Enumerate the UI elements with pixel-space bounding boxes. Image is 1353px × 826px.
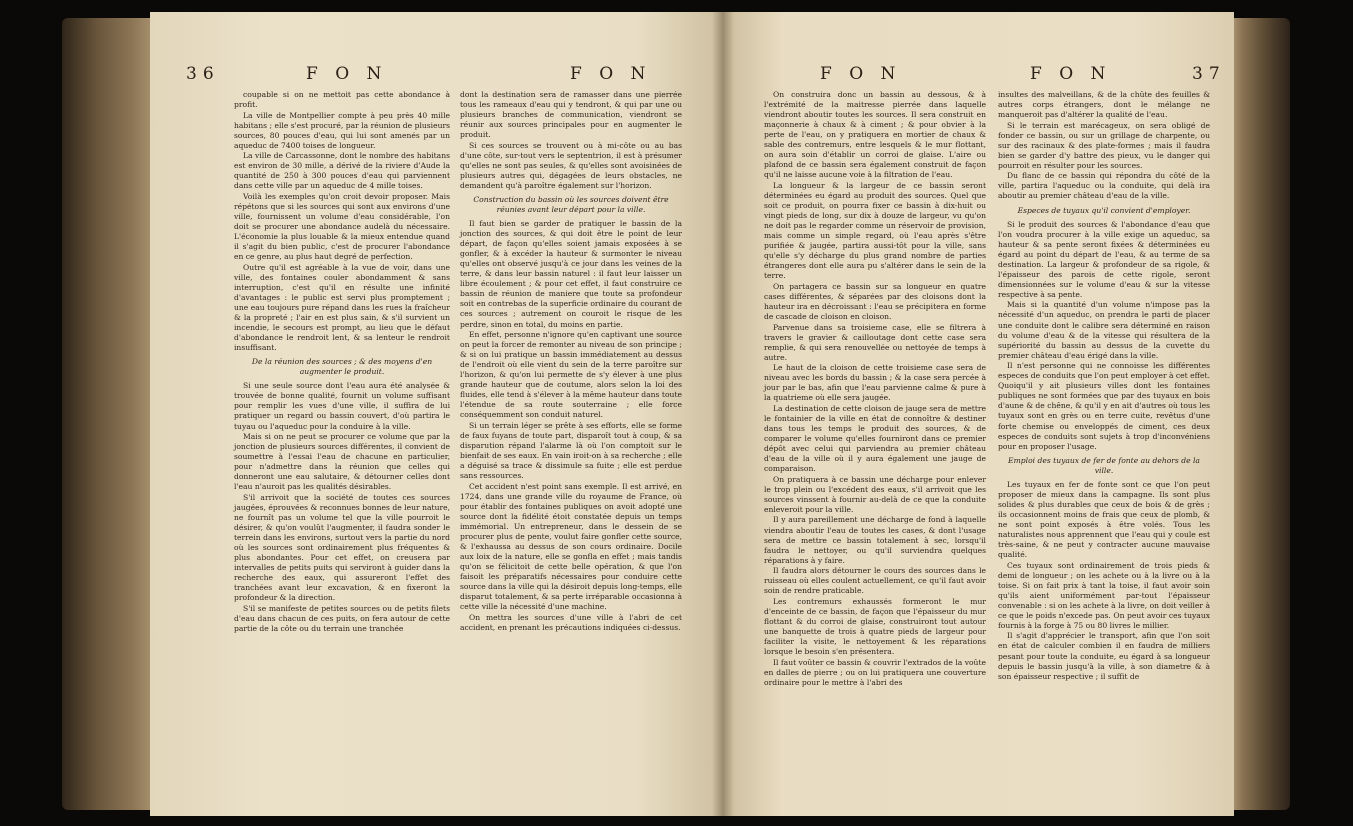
paragraph: Outre qu'il est agréable à la vue de voir, dans une ville, des fontaines couler abondamment & sans interruption, c'est qu'il en résulte une infinité d'avantages : le public est servi plus promptement ; une eau toujours pure répand dans les rues la fraîcheur & la propreté ; l'air en est plus sain, & s'il survient un incendie, le secours est prompt, au lieu que le défaut d'abondance le rendroit lent, & sa lenteur le rendroit insuffisant. xyxy=(234,262,450,353)
paragraph: Ces tuyaux sont ordinairement de trois pieds & demi de longueur ; on les achete ou à la livre ou à la toise. Si on fait prix à tant la toise, il faut avoir soin qu'ils aient uniformément par-tout l'épaisseur convenable : si on les achete à la livre, on doit veiller à ce que le poids n'excede pas. On peut avoir ces tuyaux fournis à la forge à 75 ou 80 livres le millier. xyxy=(998,560,1210,630)
paragraph: Les contremurs exhaussés formeront le mur d'enceinte de ce bassin, de façon que l'épaisseur du mur flottant & du corroi de glaise, construiront tout autour une banquette de trois à quatre pieds de largeur pour faciliter la visite, le nettoyement & les réparations lorsque le besoin s'en présentera. xyxy=(764,596,986,657)
paragraph: S'il arrivoit que la société de toutes ces sources jaugées, éprouvées & reconnues bonnes de leur nature, ne fournît pas un volume tel que la ville pourroit le désirer, & qu'on voulût l'augmenter, il faudra sonder le terrein dans les environs, surtout vers la partie du nord où les sources sont ordinairement plus fréquentes & plus abondantes. Pour cet effet, on creusera par intervalles de petits puits qui serviront à guider dans la recherche des eaux, qui assureront l'effet des tranchées avant leur excavation, & en fixeront la profondeur & la direction. xyxy=(234,492,450,603)
paragraph: Il n'est personne qui ne connoisse les différentes especes de conduits que l'on peut employer à cet effet. Quoiqu'il y ait plusieurs villes dont les fontaines publiques ne sont formées que par des tuyaux en bois d'aune & de chêne, & qu'il y en ait d'autres où tous les tuyaux sont en grès ou en terre cuite, revêtus d'une forte chemise ou enveloppés de ciment, ces deux especes de conduits sont sujets à trop d'inconvéniens pour en proposer l'usage. xyxy=(998,361,1210,451)
section-heading: De la réunion des sources ; & des moyens d'en augmenter le produit. xyxy=(251,357,433,377)
paragraph: Il faut voûter ce bassin & couvrir l'extrados de la voûte en dalles de pierre ; ou on lui pratiquera une couverture ordinaire pour le mettre à l'abri des xyxy=(764,657,986,687)
paragraph: Il faudra alors détourner le cours des sources dans le ruisseau où elles coulent actuellement, ce qu'il faut avoir soin de rendre praticable. xyxy=(764,566,986,596)
paragraph: La destination de cette cloison de jauge sera de mettre le fontainier de la ville en état de connoître & destiner dans tous les temps le produit des sources, & de comparer le volume qu'elles fourniront dans ce premier dépôt avec celui qui parviendra au premier château d'eau de la ville où il y aura également une jauge de comparaison. xyxy=(764,403,986,474)
paragraph: Mais si la quantité d'un volume n'impose pas la nécessité d'un aqueduc, on prendra le parti de placer une conduite dont le calibre sera déterminé en raison du volume d'eau & de la vitesse qui résultera de la supériorité du bassin au dessus de la cuvette du premier château d'eau érigé dans la ville. xyxy=(998,300,1210,360)
book-edge-right xyxy=(1230,18,1290,810)
paragraph: Si une seule source dont l'eau aura été analysée & trouvée de bonne qualité, fournit un volume suffisant pour remplir les vues d'une ville, il suffira de lui pratiquer un regard ou bassin couvert, d'où partira le tuyau ou l'aqueduc pour la conduire à la ville. xyxy=(234,381,450,431)
paragraph: La ville de Montpellier compte à peu près 40 mille habitans ; elle s'est procuré, par la réunion de plusieurs sources, 80 pouces d'eau, qui lui sont amenés par un aqueduc de 7400 toises de longueur. xyxy=(234,110,450,150)
book-gutter xyxy=(712,12,734,816)
paragraph: On partagera ce bassin sur sa longueur en quatre cases différentes, & séparées par des cloisons dont la hauteur ira en décroissant : l'eau se précipitera en forme de cascade de cloison en cloison. xyxy=(764,281,986,322)
paragraph: La longueur & la largeur de ce bassin seront déterminées eu égard au produit des sources. Quel que soit ce produit, on pourra fixer ce bassin à dix-huit ou vingt pieds de long, sur dix à douze de largeur, vu qu'on ne doit pas le regarder comme un réservoir de provision, mais comme un simple regard, où l'eau après s'être purifiée & jaugée, partira aussi-tôt pour la ville, sans qu'elle s'y décharge du plus grand nombre de parties étrangeres dont elle aura pu s'altérer dans le sein de la terre. xyxy=(764,180,986,281)
paragraph: coupable si on ne mettoit pas cette abondance à profit. xyxy=(234,90,450,110)
paragraph: Si le produit des sources & l'abondance d'eau que l'on voudra procurer à la ville exige un aqueduc, sa hauteur & sa pente seront fixées & déterminées eu égard au point du départ de l'eau, & au terme de sa destination. La largeur & profondeur de sa rigole, & l'épaisseur des parois de cette rigole, seront dimensionnées sur le volume d'eau & sur la vitesse respective à sa pente. xyxy=(998,219,1210,299)
paragraph: Mais si on ne peut se procurer ce volume que par la jonction de plusieurs sources différentes, il convient de soumettre à l'essai l'eau de chacune en particulier, pour n'admettre dans la réunion que celles qui donneront une eau salutaire, & détourner celles dont l'eau n'auroit pas les qualités désirables. xyxy=(234,432,450,492)
right-page xyxy=(722,12,1234,816)
section-heading: Construction du bassin où les sources doivent être réunies avant leur départ pour la ville. xyxy=(473,194,669,215)
running-head-right-b: F O N xyxy=(1030,64,1112,84)
paragraph: Si un terrain léger se prête à ses efforts, elle se forme de faux fuyans de toute part, disparoît tout à coup, & sa disparution répand l'alarme là où l'on comptoit sur le bienfait de ses eaux. En vain iroit-on à sa recherche ; elle a déguisé sa trace & dissimule sa fuite ; elle est perdue sans ressources. xyxy=(460,421,682,481)
running-head-left-b: F O N xyxy=(570,64,652,84)
right-page-column-2 xyxy=(998,90,1210,682)
paragraph: Les tuyaux en fer de fonte sont ce que l'on peut proposer de mieux dans la campagne. Ils sont plus solides & plus durables que ceux de bois & de grès ; ils occasionnent moins de frais que ceux de plomb, & ne sont point exposés à être volés. Tous les naturalistes nous apprennent que l'eau qui y coule est très-saine, & ne peut y contracter aucune mauvaise qualité. xyxy=(998,479,1210,560)
left-page-column-1 xyxy=(234,90,450,634)
paragraph: insultes des malveillans, & de la chûte des feuilles & autres corps étrangers, dont le mélange ne manqueroit pas d'altérer la qualité de l'eau. xyxy=(998,90,1210,120)
running-head-right-a: F O N xyxy=(820,64,902,84)
paragraph: dont la destination sera de ramasser dans une pierrée tous les rameaux d'eau qui y tendront, & qui par une ou plusieurs branches de communication, viendront se réunir aux sources principales pour en augmenter le produit. xyxy=(460,90,682,140)
section-heading: Especes de tuyaux qu'il convient d'employer. xyxy=(1017,205,1191,215)
paragraph: Du flanc de ce bassin qui répondra du côté de la ville, partira l'aqueduc ou la conduite, qui delà ira aboutir au premier château d'eau de la ville. xyxy=(998,171,1210,201)
paragraph: S'il se manifeste de petites sources ou de petits filets d'eau dans chacun de ces puits, on fera autour de cette partie de la côte ou du terrain une tranchée xyxy=(234,603,450,633)
left-page xyxy=(150,12,722,816)
paragraph: Si ces sources se trouvent ou à mi-côte ou au bas d'une côte, sur-tout vers le septentrion, il est à présumer qu'elles ne sont pas seules, & qu'elles sont avoisinées de plusieurs autres qui, dégagées de leurs obstacles, ne demandent qu'à paroître également sur l'horizon. xyxy=(460,140,682,190)
paragraph: Cet accident n'est point sans exemple. Il est arrivé, en 1724, dans une grande ville du royaume de France, où pour établir des fontaines publiques on avoit adopté une source dont la fidélité étoit constatée depuis un temps immémorial. Un entrepreneur, dans le dessein de se procurer plus de pente, voulut faire gonfler cette source, & l'exhaussa au dessus de son cours ordinaire. Docile aux loix de la nature, elle se gonfla en effet ; mais tandis qu'on se félicitoit de cette belle opération, & que l'on faisoit les préparatifs nécessaires pour conduire cette source dans la ville qui la désiroit depuis long-temps, elle disparut totalement, & sa perte irréparable occasionna à cette ville la nécessité d'une machine. xyxy=(460,481,682,612)
paragraph: Parvenue dans sa troisieme case, elle se filtrera à travers le gravier & cailloutage dont cette case sera remplie, & qui sera renouvellée ou nettoyée de temps à autre. xyxy=(764,322,986,362)
paragraph: On mettra les sources d'une ville à l'abri de cet accident, en prenant les précautions indiquées ci-dessus. xyxy=(460,612,682,632)
paragraph: Le haut de la cloison de cette troisieme case sera de niveau avec les bords du bassin ; & la case sera percée à jour par le bas, afin que l'eau parvienne calme & pure à la quatrieme où elle sera jaugée. xyxy=(764,363,986,403)
paragraph: En effet, personne n'ignore qu'en captivant une source on peut la forcer de remonter au niveau de son principe ; & si on lui pratique un bassin immédiatement au dessus de l'endroit où elle vient du sein de la terre paroître sur l'horizon, & qu'on lui permette de s'y élever à une plus grande hauteur que de coutume, alors selon la loi des fluides, elle tend à s'élever à la même hauteur dans toute l'étendue de sa route souterraine ; elle force conséquemment son conduit naturel. xyxy=(460,330,682,420)
paragraph: Il y aura pareillement une décharge de fond à laquelle viendra aboutir l'eau de toutes les cases, & dont l'usage sera de mettre ce bassin totalement à sec, lorsqu'il faudra le nettoyer, ou qu'il surviendra quelques réparations à y faire. xyxy=(764,515,986,565)
paragraph: On pratiquera à ce bassin une décharge pour enlever le trop plein ou l'excédent des eaux, s'il arrivoit que les sources vinssent à fournir au-delà de ce que la conduite enleveroit pour la ville. xyxy=(764,474,986,514)
open-book xyxy=(62,12,1290,816)
paragraph: Si le terrain est marécageux, on sera obligé de fonder ce bassin, ou sur un grillage de charpente, ou sur des racinaux & des plate-formes ; mais il faudra bien se garder d'y battre des pieux, vu le danger qui pourroit en résulter pour les sources. xyxy=(998,120,1210,170)
paragraph: On construira donc un bassin au dessous, & à l'extrémité de la maitresse pierrée dans laquelle viendront aboutir toutes les sources. Il sera construit en maçonnerie à chaux & à ciment ; & pour obvier à la perte de l'eau, on y pratiquera en mortier de chaux & sable des contremurs, entre lesquels & le mur flottant, on aura soin d'établir un corroi de glaise. L'aire ou plafond de ce bassin sera également construit de façon qu'il ne laisse aucune voie à la filtration de l'eau. xyxy=(764,90,986,180)
paragraph: Il s'agit d'apprécier le transport, afin que l'on soit en état de calculer combien il en faudra de milliers pesant pour toute la conduite, eu égard à sa longueur depuis le bassin jusqu'à la ville, à son diametre & à son épaisseur respective ; il suffit de xyxy=(998,631,1210,681)
paragraph: La ville de Carcassonne, dont le nombre des habitans est environ de 30 mille, a dérivé de la riviere d'Aude la quantité de 250 à 300 pouces d'eau qui parviennent dans cette ville par un aqueduc de 4 mille toises. xyxy=(234,151,450,191)
paragraph: Voilà les exemples qu'on croit devoir proposer. Mais répétons que si les sources qui sont aux environs d'une ville, fournissent un volume d'eau considérable, l'on doit se procurer une abondance audelà du nécessaire. L'économie la plus louable & la mieux entendue quand il s'agit du bien public, c'est de procurer l'abondance en ce genre, au plus haut degré de perfection. xyxy=(234,191,450,262)
paragraph: Il faut bien se garder de pratiquer le bassin de la jonction des sources, & qui doit être le point de leur départ, de façon qu'elles soient jamais exposées à se gonfler, & à excéder la hauteur & surmonter le niveau qu'elles ont observé jusqu'à ce jour dans les veines de la terre, & dans leur bassin naturel : il faut leur laisser un libre écoulement ; & pour cet effet, il faut construire ce bassin de réunion de maniere que toute sa profondeur soit en contrebas de la superficie ordinaire du courant de ces sources ; autrement on couroit le risque de les perdre, sinon en total, du moins en partie. xyxy=(460,219,682,329)
running-head-left-a: F O N xyxy=(306,64,388,84)
left-page-column-2 xyxy=(460,90,682,633)
right-page-column-1 xyxy=(764,90,986,688)
page-number-right: 37 xyxy=(1192,64,1226,84)
section-heading: Emploi des tuyaux de fer de fonte au dehors de la ville. xyxy=(1008,455,1200,475)
book-edge-left xyxy=(62,18,154,810)
page-number-left: 36 xyxy=(186,64,220,84)
